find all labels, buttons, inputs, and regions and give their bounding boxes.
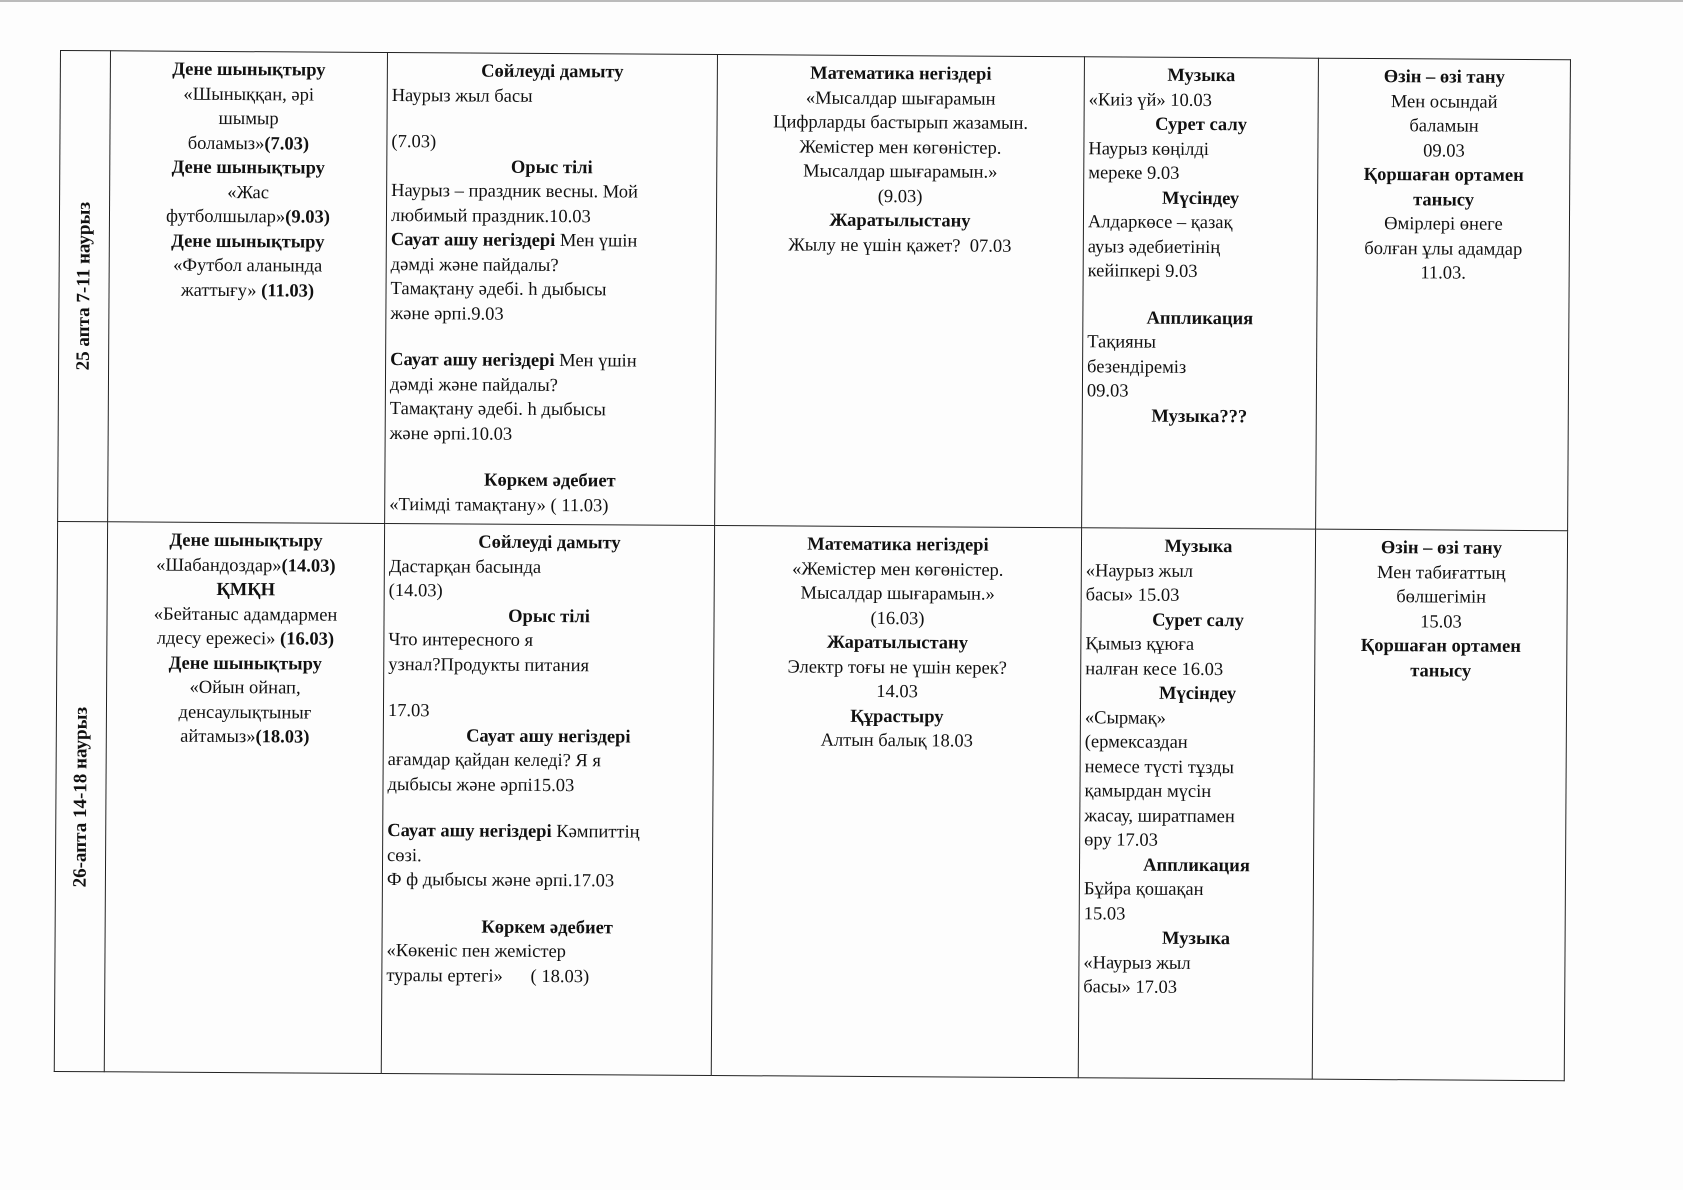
lesson-text: жасау, ширатпамен xyxy=(1084,805,1235,827)
subject-name: Дене шынықтыру xyxy=(171,157,325,179)
lesson-line xyxy=(390,277,711,303)
subject-name: Сөйлеуді дамыту xyxy=(481,61,624,83)
lesson-line xyxy=(386,939,707,965)
lesson-line xyxy=(1322,261,1565,287)
lesson-text: дыбысы және әрпі15.03 xyxy=(387,774,575,796)
subject-cell xyxy=(1316,58,1571,531)
spacer xyxy=(389,446,710,470)
subject-name: Мүсіндеу xyxy=(1158,683,1237,705)
lesson-line xyxy=(1320,560,1563,586)
scan-edge xyxy=(0,0,1683,2)
lesson-text: денсаулықтынығ xyxy=(178,702,312,724)
lesson-text: «Көкеніс пен жемістер xyxy=(386,941,567,963)
subject-heading xyxy=(719,532,1077,559)
lesson-line xyxy=(1083,951,1308,977)
lesson-text: туралы ертегі» ( 18.03) xyxy=(386,965,590,987)
lesson-line xyxy=(1087,355,1312,381)
lesson-line xyxy=(114,204,382,230)
subject-heading xyxy=(1088,186,1313,212)
lesson-line xyxy=(1084,902,1309,928)
lesson-line xyxy=(115,82,383,108)
lesson-line xyxy=(388,653,709,679)
lesson-line xyxy=(718,679,1076,706)
lesson-text: жаттығу» xyxy=(180,280,262,301)
subject-name: Сауат ашу негіздері xyxy=(387,821,552,843)
lesson-line xyxy=(390,302,711,328)
subject-heading xyxy=(389,530,710,556)
lesson-text: айтамыз» xyxy=(180,726,256,748)
lesson-line xyxy=(1085,755,1310,781)
lesson-text: (9.03) xyxy=(877,186,923,207)
lesson-text: (7.03) xyxy=(391,132,437,153)
lesson-line xyxy=(1322,236,1565,262)
lesson-line xyxy=(389,493,710,519)
subject-heading xyxy=(718,630,1076,657)
week-label: 25 апта 7-11 наурыз xyxy=(72,201,95,371)
lesson-line xyxy=(111,700,379,726)
lesson-line xyxy=(387,844,708,870)
lesson-text: «Тиімді тамақтану» ( 11.03) xyxy=(389,494,609,516)
lesson-text: Жылу не үшін қажет? 07.03 xyxy=(788,234,1012,257)
spacer xyxy=(390,326,711,350)
lesson-line xyxy=(111,626,379,652)
lesson-text: безендіреміз xyxy=(1087,356,1187,378)
lesson-text: Дастарқан басында xyxy=(388,556,542,578)
subject-heading xyxy=(388,724,709,750)
subject-name: Музыка??? xyxy=(1151,406,1248,427)
lesson-text: ауыз әдебиетінің xyxy=(1087,236,1221,258)
subject-heading xyxy=(387,915,708,941)
lesson-line xyxy=(112,553,380,579)
subject-heading xyxy=(1319,634,1562,660)
subject-heading xyxy=(111,651,379,677)
subject-name: Жаратылыстану xyxy=(826,632,969,654)
lesson-line xyxy=(391,204,712,230)
subject-name: Сауат ашу негіздері xyxy=(390,350,555,372)
subject-name: Орыс тілі xyxy=(508,606,590,627)
spacer xyxy=(387,893,708,917)
subject-heading xyxy=(1089,63,1314,89)
subject-heading xyxy=(721,208,1079,235)
subject-heading xyxy=(1323,65,1566,91)
lesson-text: 11.03. xyxy=(1420,263,1467,284)
lesson-text: «Жемістер мен көгөністер. xyxy=(792,558,1004,581)
lesson-text: 09.03 xyxy=(1086,381,1129,402)
subject-name: танысу xyxy=(1413,189,1475,211)
lesson-date: (14.03) xyxy=(281,555,336,577)
subject-name: ҚМҚН xyxy=(216,579,276,601)
lesson-text: Ф ф дыбысы және әрпі.17.03 xyxy=(386,870,615,892)
subject-heading xyxy=(115,57,383,83)
lesson-line xyxy=(387,868,708,894)
subject-name: Жаратылыстану xyxy=(829,210,971,232)
spacer xyxy=(387,797,708,821)
subject-heading xyxy=(1087,306,1312,332)
lesson-text: «Сырмақ» xyxy=(1084,707,1167,729)
subject-cell xyxy=(385,53,718,526)
subject-heading xyxy=(1322,187,1565,213)
lesson-text: және әрпі.9.03 xyxy=(390,303,504,325)
lesson-text: бөлшегімін xyxy=(1396,587,1487,608)
lesson-line xyxy=(386,964,707,990)
lesson-text: футболшылар» xyxy=(166,206,286,228)
lesson-text: «Наурыз жыл xyxy=(1085,560,1194,582)
subject-cell xyxy=(1078,528,1315,1079)
lesson-line xyxy=(1085,706,1310,732)
lesson-line xyxy=(391,253,712,279)
lesson-text: Тақияны xyxy=(1087,332,1157,353)
lesson-date: (11.03) xyxy=(261,280,315,302)
subject-heading xyxy=(718,704,1076,731)
subject-name: Музыка xyxy=(1164,536,1233,558)
week-row xyxy=(58,51,1571,531)
lesson-line xyxy=(721,159,1079,186)
lesson-line xyxy=(1086,559,1311,585)
lesson-text: Мен табиғаттың xyxy=(1376,562,1506,584)
lesson-text: басы» 17.03 xyxy=(1083,977,1178,998)
lesson-text: узнал?Продукты питания xyxy=(388,654,590,676)
lesson-line xyxy=(388,628,709,654)
subject-name: Аппликация xyxy=(1143,855,1250,876)
subject-heading xyxy=(1084,853,1309,879)
week-label-cell xyxy=(54,521,107,1071)
lesson-text: Өмірлері өнеге xyxy=(1384,214,1503,235)
subject-name: Дене шынықтыру xyxy=(172,59,326,81)
lesson-text: болған ұлы адамдар xyxy=(1364,238,1523,260)
lesson-text: Электр тоғы не үшін керек? xyxy=(787,656,1007,679)
lesson-text: «Ойын ойнап, xyxy=(189,677,301,699)
lesson-text: Мысалдар шығарамын.» xyxy=(803,161,998,183)
subject-name: Дене шынықтыру xyxy=(168,653,322,675)
subject-name: Дене шынықтыру xyxy=(169,530,323,552)
lesson-line xyxy=(1084,877,1309,903)
lesson-text: «Мысалдар шығарамын xyxy=(805,88,996,110)
lesson-line xyxy=(114,131,382,157)
lesson-line xyxy=(721,184,1079,211)
subject-heading xyxy=(114,155,382,181)
lesson-text: Алтын балық 18.03 xyxy=(820,730,974,752)
lesson-text: Бұйра қошақан xyxy=(1083,879,1204,901)
subject-heading xyxy=(392,59,713,85)
lesson-line xyxy=(114,180,382,206)
lesson-line xyxy=(1085,632,1310,658)
subject-name: Көркем әдебиет xyxy=(481,917,613,938)
lesson-text: дәмді және пайдалы? xyxy=(389,374,558,396)
week-label-cell xyxy=(58,51,111,522)
lesson-line xyxy=(721,233,1079,260)
subject-cell xyxy=(715,55,1085,528)
lesson-line xyxy=(1322,138,1565,164)
lesson-line xyxy=(1089,88,1314,114)
lesson-text: дәмді және пайдалы? xyxy=(390,254,559,276)
week-row xyxy=(54,521,1567,1080)
subject-name: танысу xyxy=(1410,660,1472,682)
subject-cell xyxy=(1312,529,1567,1081)
subject-name: Құрастыру xyxy=(850,706,944,727)
subject-heading xyxy=(1319,658,1562,684)
lesson-line xyxy=(392,84,713,110)
subject-name: Математика негіздері xyxy=(807,534,989,556)
subject-heading xyxy=(1320,536,1563,562)
lesson-date: (9.03) xyxy=(285,207,330,228)
lesson-line xyxy=(390,373,711,399)
subject-heading xyxy=(112,577,380,603)
lesson-line xyxy=(718,655,1076,682)
subject-name: Музыка xyxy=(1162,928,1231,950)
lesson-line xyxy=(1085,657,1310,683)
lesson-text: (16.03) xyxy=(870,608,925,629)
lesson-line xyxy=(721,135,1079,162)
lesson-line xyxy=(1087,330,1312,356)
subject-name: Қоршаған ортамен xyxy=(1363,164,1524,186)
subject-heading xyxy=(391,155,712,181)
lesson-line xyxy=(390,397,711,423)
lesson-line xyxy=(1088,235,1313,261)
lesson-line xyxy=(1320,585,1563,611)
lesson-text: Жемістер мен көгөністер. xyxy=(799,137,1002,159)
lesson-line xyxy=(111,724,379,750)
subject-heading xyxy=(1085,608,1310,634)
lesson-text: Тамақтану әдебі. һ дыбысы xyxy=(389,399,606,421)
lesson-date: (16.03) xyxy=(279,629,335,650)
lesson-line xyxy=(111,602,379,628)
lesson-text: «Футбол аланында xyxy=(173,255,323,277)
lesson-line xyxy=(387,773,708,799)
lesson-text: Наурыз жыл басы xyxy=(391,85,533,107)
lesson-line xyxy=(114,253,382,279)
lesson-line xyxy=(115,106,383,132)
lesson-line xyxy=(1323,89,1566,115)
subject-heading xyxy=(1086,534,1311,560)
lesson-text: «Наурыз жыл xyxy=(1083,952,1191,974)
subject-cell xyxy=(104,522,384,1074)
lesson-text: Мен үшін xyxy=(554,351,637,372)
subject-name: Математика негіздері xyxy=(810,63,992,85)
lesson-text: налған кесе 16.03 xyxy=(1085,658,1224,680)
lesson-text: (14.03) xyxy=(388,581,443,602)
lesson-text: лдесу ережесі» xyxy=(156,628,281,650)
lesson-text: ағамдар қайдан келеді? Я я xyxy=(387,750,601,772)
lesson-text: «Шабандоздар» xyxy=(156,555,282,576)
lesson-text: кейіпкері 9.03 xyxy=(1087,261,1198,282)
lesson-text: Мен үшін xyxy=(555,231,638,252)
lesson-line xyxy=(389,555,710,581)
lesson-line xyxy=(390,422,711,448)
lesson-line xyxy=(113,278,381,304)
lesson-text: 09.03 xyxy=(1423,140,1465,162)
lesson-line xyxy=(718,728,1076,755)
lesson-text: өру 17.03 xyxy=(1084,830,1159,851)
lesson-line xyxy=(1088,161,1313,187)
lesson-text: 15.03 xyxy=(1083,903,1126,925)
lesson-text: любимый праздник.10.03 xyxy=(390,205,591,227)
lesson-text: Наурыз көңілді xyxy=(1088,138,1210,160)
lesson-line xyxy=(718,606,1076,633)
lesson-text: басы» 15.03 xyxy=(1085,585,1180,606)
subject-heading xyxy=(1322,163,1565,189)
weekly-schedule-table xyxy=(54,50,1571,1081)
lesson-line xyxy=(722,86,1080,113)
lesson-line xyxy=(387,819,708,845)
lesson-text: «Жас xyxy=(227,182,270,203)
subject-name: Дене шынықтыру xyxy=(171,231,325,253)
lesson-line xyxy=(1322,114,1565,140)
lesson-text: 15.03 xyxy=(1420,611,1462,633)
lesson-date: (7.03) xyxy=(264,133,310,155)
lesson-line xyxy=(721,110,1079,137)
lesson-text: Цифрларды бастырып жазамын. xyxy=(773,112,1029,134)
subject-name: Аппликация xyxy=(1146,308,1254,329)
lesson-text: 17.03 xyxy=(387,701,430,722)
subject-heading xyxy=(389,468,710,494)
lesson-text: Алдаркөсе – қазақ xyxy=(1087,212,1233,234)
subject-heading xyxy=(722,61,1080,88)
lesson-line xyxy=(1084,779,1309,805)
lesson-text: немесе түсті тұзды xyxy=(1084,756,1235,778)
subject-name: Сурет салу xyxy=(1155,114,1248,136)
lesson-text: Мен осындай xyxy=(1390,91,1498,113)
lesson-text: Наурыз – праздник весны. Мой xyxy=(391,181,638,203)
lesson-text: Кәмпиттің xyxy=(551,822,640,843)
lesson-date: (18.03) xyxy=(255,727,310,748)
lesson-line xyxy=(111,675,379,701)
lesson-line xyxy=(1085,730,1310,756)
lesson-text: «Шыныққан, әрі xyxy=(183,84,315,106)
subject-heading xyxy=(112,528,380,554)
lesson-text: баламын xyxy=(1409,116,1479,137)
subject-heading xyxy=(114,229,382,255)
lesson-text: Мысалдар шығарамын.» xyxy=(800,583,995,605)
subject-cell xyxy=(108,51,388,524)
lesson-text: мереке 9.03 xyxy=(1088,163,1180,184)
spacer xyxy=(392,108,713,132)
lesson-text: «Киіз үй» 10.03 xyxy=(1088,89,1212,111)
subject-heading xyxy=(1085,681,1310,707)
lesson-text: сөзі. xyxy=(387,845,422,866)
lesson-line xyxy=(1084,804,1309,830)
lesson-line xyxy=(1088,259,1313,285)
lesson-line xyxy=(388,748,709,774)
lesson-line xyxy=(1086,583,1311,609)
lesson-line xyxy=(1088,137,1313,163)
subject-name: Музыка xyxy=(1167,65,1236,87)
lesson-line xyxy=(391,130,712,156)
lesson-text: боламыз» xyxy=(187,133,265,154)
lesson-text: Тамақтану әдебі. һ дыбысы xyxy=(390,279,607,301)
lesson-line xyxy=(719,581,1077,608)
lesson-text: шымыр xyxy=(218,108,279,130)
subject-name: Көркем әдебиет xyxy=(484,470,616,492)
subject-name: Қоршаған ортамен xyxy=(1360,635,1521,657)
subject-name: Орыс тілі xyxy=(510,157,593,178)
subject-name: Өзін – өзі тану xyxy=(1380,538,1503,559)
lesson-text: қамырдан мүсін xyxy=(1084,781,1212,803)
lesson-line xyxy=(1319,609,1562,635)
subject-heading xyxy=(388,604,709,630)
lesson-line xyxy=(1322,212,1565,238)
lesson-line xyxy=(1088,210,1313,236)
lesson-line xyxy=(388,699,709,725)
lesson-text: және әрпі.10.03 xyxy=(389,423,513,445)
subject-heading xyxy=(1084,926,1309,952)
subject-heading xyxy=(1088,112,1313,138)
subject-name: Мүсіндеу xyxy=(1162,188,1240,209)
lesson-text: 14.03 xyxy=(876,681,918,703)
subject-name: Сауат ашу негіздері xyxy=(466,725,631,747)
lesson-text: «Бейтаныс адамдармен xyxy=(153,604,338,626)
lesson-line xyxy=(1083,975,1308,1001)
lesson-text: (ермексаздан xyxy=(1084,732,1188,753)
lesson-line xyxy=(719,557,1077,584)
subject-cell xyxy=(711,526,1081,1078)
subject-cell xyxy=(381,523,714,1075)
spacer xyxy=(1087,284,1312,307)
lesson-text: Что интересного я xyxy=(388,630,534,651)
subject-heading xyxy=(1087,404,1312,430)
lesson-line xyxy=(1087,379,1312,405)
subject-name: Сауат ашу негіздері xyxy=(390,230,556,252)
spacer xyxy=(388,677,709,701)
lesson-line xyxy=(389,579,710,605)
week-label: 26-апта 14-18 наурыз xyxy=(69,706,92,887)
lesson-line xyxy=(1084,828,1309,854)
subject-name: Сурет салу xyxy=(1152,610,1245,631)
subject-cell xyxy=(1082,57,1319,529)
lesson-text: Қымыз құюға xyxy=(1085,634,1195,655)
subject-name: Сөйлеуді дамыту xyxy=(478,532,621,554)
subject-name: Өзін – өзі тану xyxy=(1383,67,1505,88)
lesson-line xyxy=(390,348,711,374)
lesson-line xyxy=(391,179,712,205)
lesson-line xyxy=(391,228,712,254)
